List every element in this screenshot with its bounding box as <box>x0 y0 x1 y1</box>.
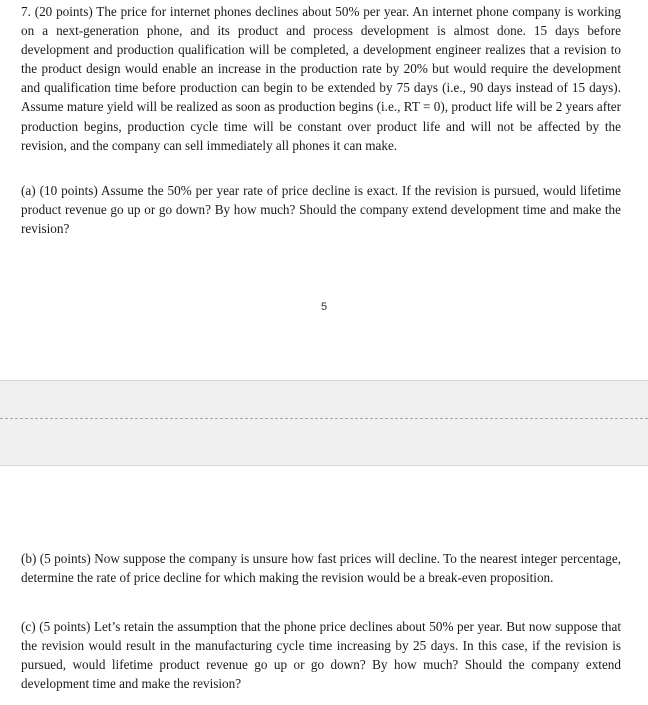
question-7-part-b: (b) (5 points) Now suppose the company is unsure how fast prices will decline. To the nearest integer percentage, determine the rate of price decline for which making the revision would be a break-even proposition. <box>21 551 621 586</box>
page-separator <box>0 380 648 466</box>
question-7-part-c: (c) (5 points) Let’s retain the assumption that the phone price declines about 50% per year. But now suppose that the revision would result in the manufacturing cycle time increasing by 25 days. In this case, if the revision is pursued, would lifetime product revenue go up or go down? By how much? Should the company extend development time and make the revision? <box>21 619 621 692</box>
question-7-intro: 7. (20 points) The price for internet phones declines about 50% per year. An internet phone company is working on a next-generation phone, and its product and process development is almost done. 15 days before development and production qualification will be completed, a development engineer realizes that a revision to the product design would enable an increase in the production rate by 20% but would require the development and qualification time before production can begin to be extended by 75 days (i.e., 90 days instead of 15 days). Assume mature yield will be realized as soon as production begins (i.e., RT = 0), product life will be 2 years after production begins, production cycle time will be constant over product life and will not be affected by the revision, and the company can sell immediately all phones it can make. <box>21 4 621 153</box>
question-7-part-a: (a) (10 points) Assume the 50% per year rate of price decline is exact. If the revision is pursued, would lifetime product revenue go up or go down? By how much? Should the company extend development time and make the revision? <box>21 183 621 237</box>
page-number: 5 <box>320 301 328 313</box>
page-break-line <box>0 418 648 419</box>
